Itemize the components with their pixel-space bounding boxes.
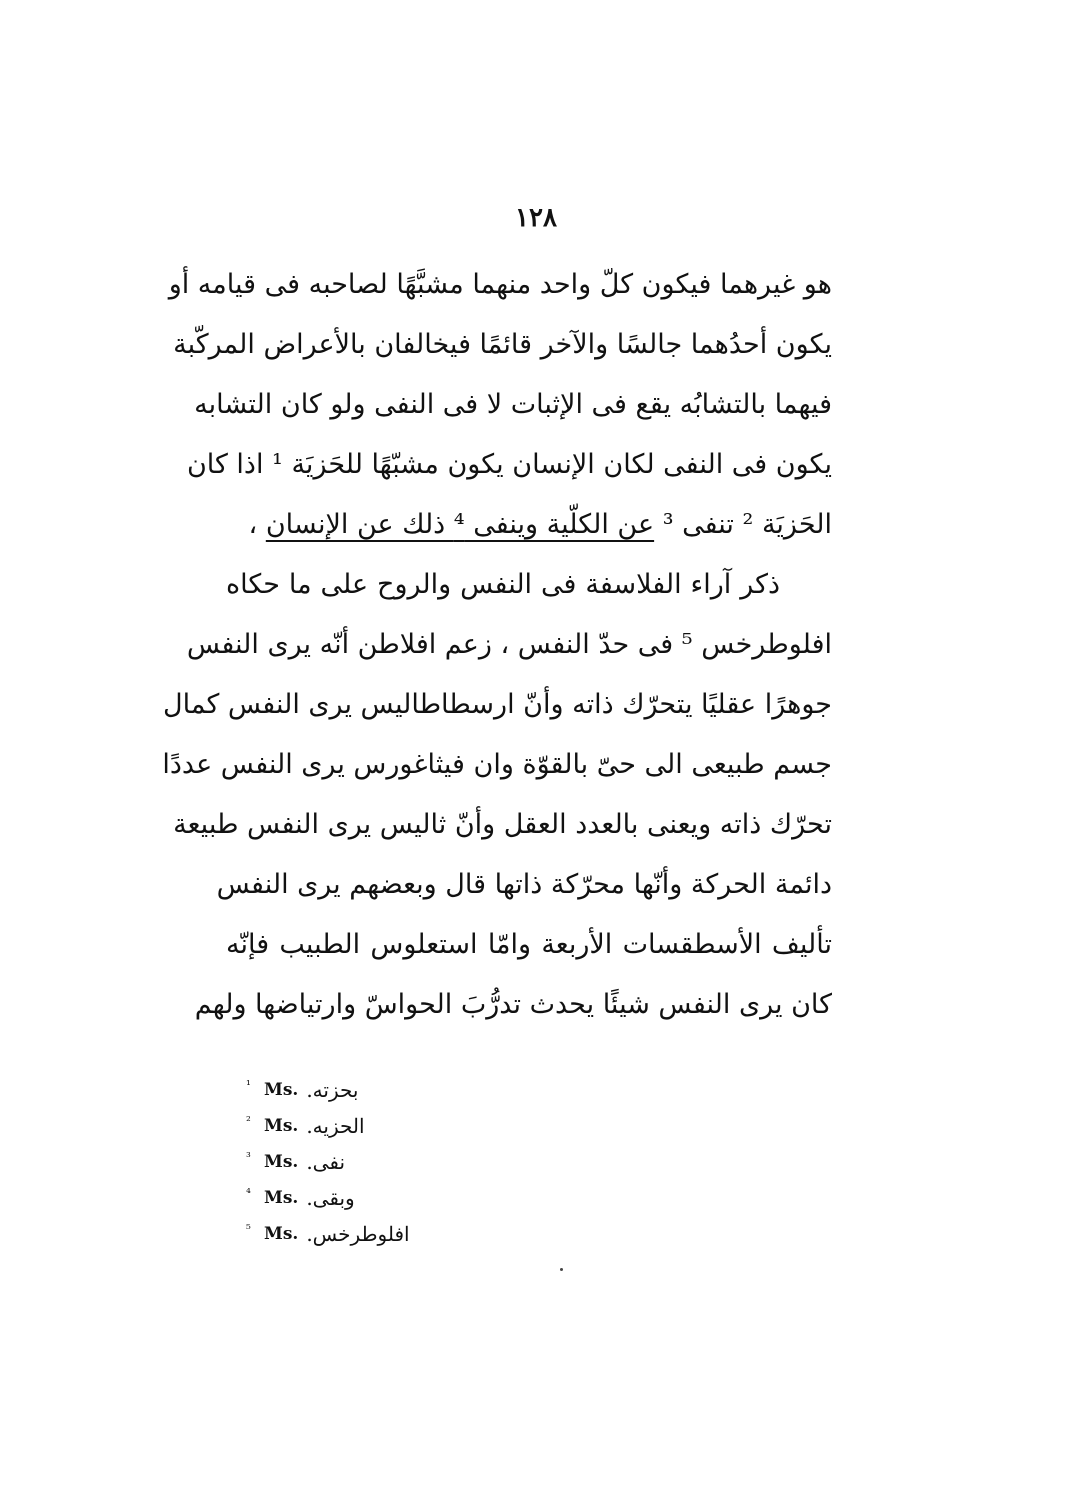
footnote-ms-label: Ms. [264, 1080, 299, 1100]
footnote-number: ¹ [246, 1078, 251, 1092]
text-line-8: جوهرًا عقليًا يتحرّك ذاته وأنّ ارسطاطاليس يرى النفس كمال [162, 689, 832, 720]
text-line-5-suffix: ، [248, 509, 266, 540]
footnote-1 [246, 1072, 546, 1108]
text-line-5 [226, 495, 832, 555]
footnote-text: الحزيه. [306, 1114, 365, 1138]
text-line-4: يكون فى النفى لكان الإنسان يكون مشبّهًا للحَزيَة ¹ اذا كان [186, 449, 832, 480]
body-text [162, 255, 832, 1035]
text-line-12: تأليف الأسطقسات الأربعة وامّا استعلوس الطبيب فإنّه [226, 929, 832, 960]
text-line-2: يكون أحدُهما جالسًا والآخر قائمًا فيخالفان بالأعراض المركّبة [173, 329, 832, 360]
text-line-7: افلوطرخس ⁵ فى حدّ النفس ، زعم افلاطن أنّه يرى النفس [186, 629, 832, 660]
text-line-13: كان يرى النفس شيئًا يحدث تدرُّبَ الحواسّ وارتياضها ولهم [194, 989, 832, 1020]
footnote-2 [246, 1108, 546, 1144]
text-line-10: تحرّك ذاته ويعنى بالعدد العقل وأنّ ثاليس يرى النفس طبيعة [173, 809, 832, 840]
scan-speck [560, 1268, 563, 1271]
footnote-4 [246, 1180, 546, 1216]
underlined-phrase: عن الكلّية وينفى ⁴ ذلك عن الإنسان [265, 509, 655, 540]
footnote-text: نفى. [306, 1150, 346, 1174]
page-number: ١٢٨ [515, 203, 557, 233]
footnote-ms-label: Ms. [264, 1188, 299, 1208]
footnote-number: ⁴ [246, 1186, 251, 1200]
text-line-11: دائمة الحركة وأنّها محرّكة ذاتها قال وبعضهم يرى النفس [216, 869, 832, 900]
section-heading-line: ذكر آراء الفلاسفة فى النفس والروح على ما حكاه [226, 569, 780, 600]
footnote-number: ³ [246, 1150, 251, 1164]
footnote-text: افلوطرخس. [306, 1222, 410, 1246]
footnote-ms-label: Ms. [264, 1152, 299, 1172]
text-line-3: فيهما بالتشابُه يقع فى الإثبات لا فى النفى ولو كان التشابه [194, 389, 832, 420]
footnote-number: ² [246, 1114, 251, 1128]
footnote-ms-label: Ms. [264, 1116, 299, 1136]
text-line-5-prefix: الحَزيَة ² تنفى ³ [654, 509, 832, 540]
footnotes [246, 1072, 546, 1252]
footnote-5 [246, 1216, 546, 1252]
footnote-ms-label: Ms. [264, 1224, 299, 1244]
text-line-1: هو غيرهما فيكون كلّ واحد منهما مشبَّهًا لصاحبه فى قيامه أو [168, 269, 832, 300]
text-line-9: جسم طبيعى الى حىّ بالقوّة وان فيثاغورس يرى النفس عددًا [162, 749, 832, 780]
footnote-text: بحزته. [306, 1078, 359, 1102]
footnote-3 [246, 1144, 546, 1180]
footnote-text: وبقى. [306, 1186, 355, 1210]
footnote-number: ⁵ [246, 1222, 251, 1236]
